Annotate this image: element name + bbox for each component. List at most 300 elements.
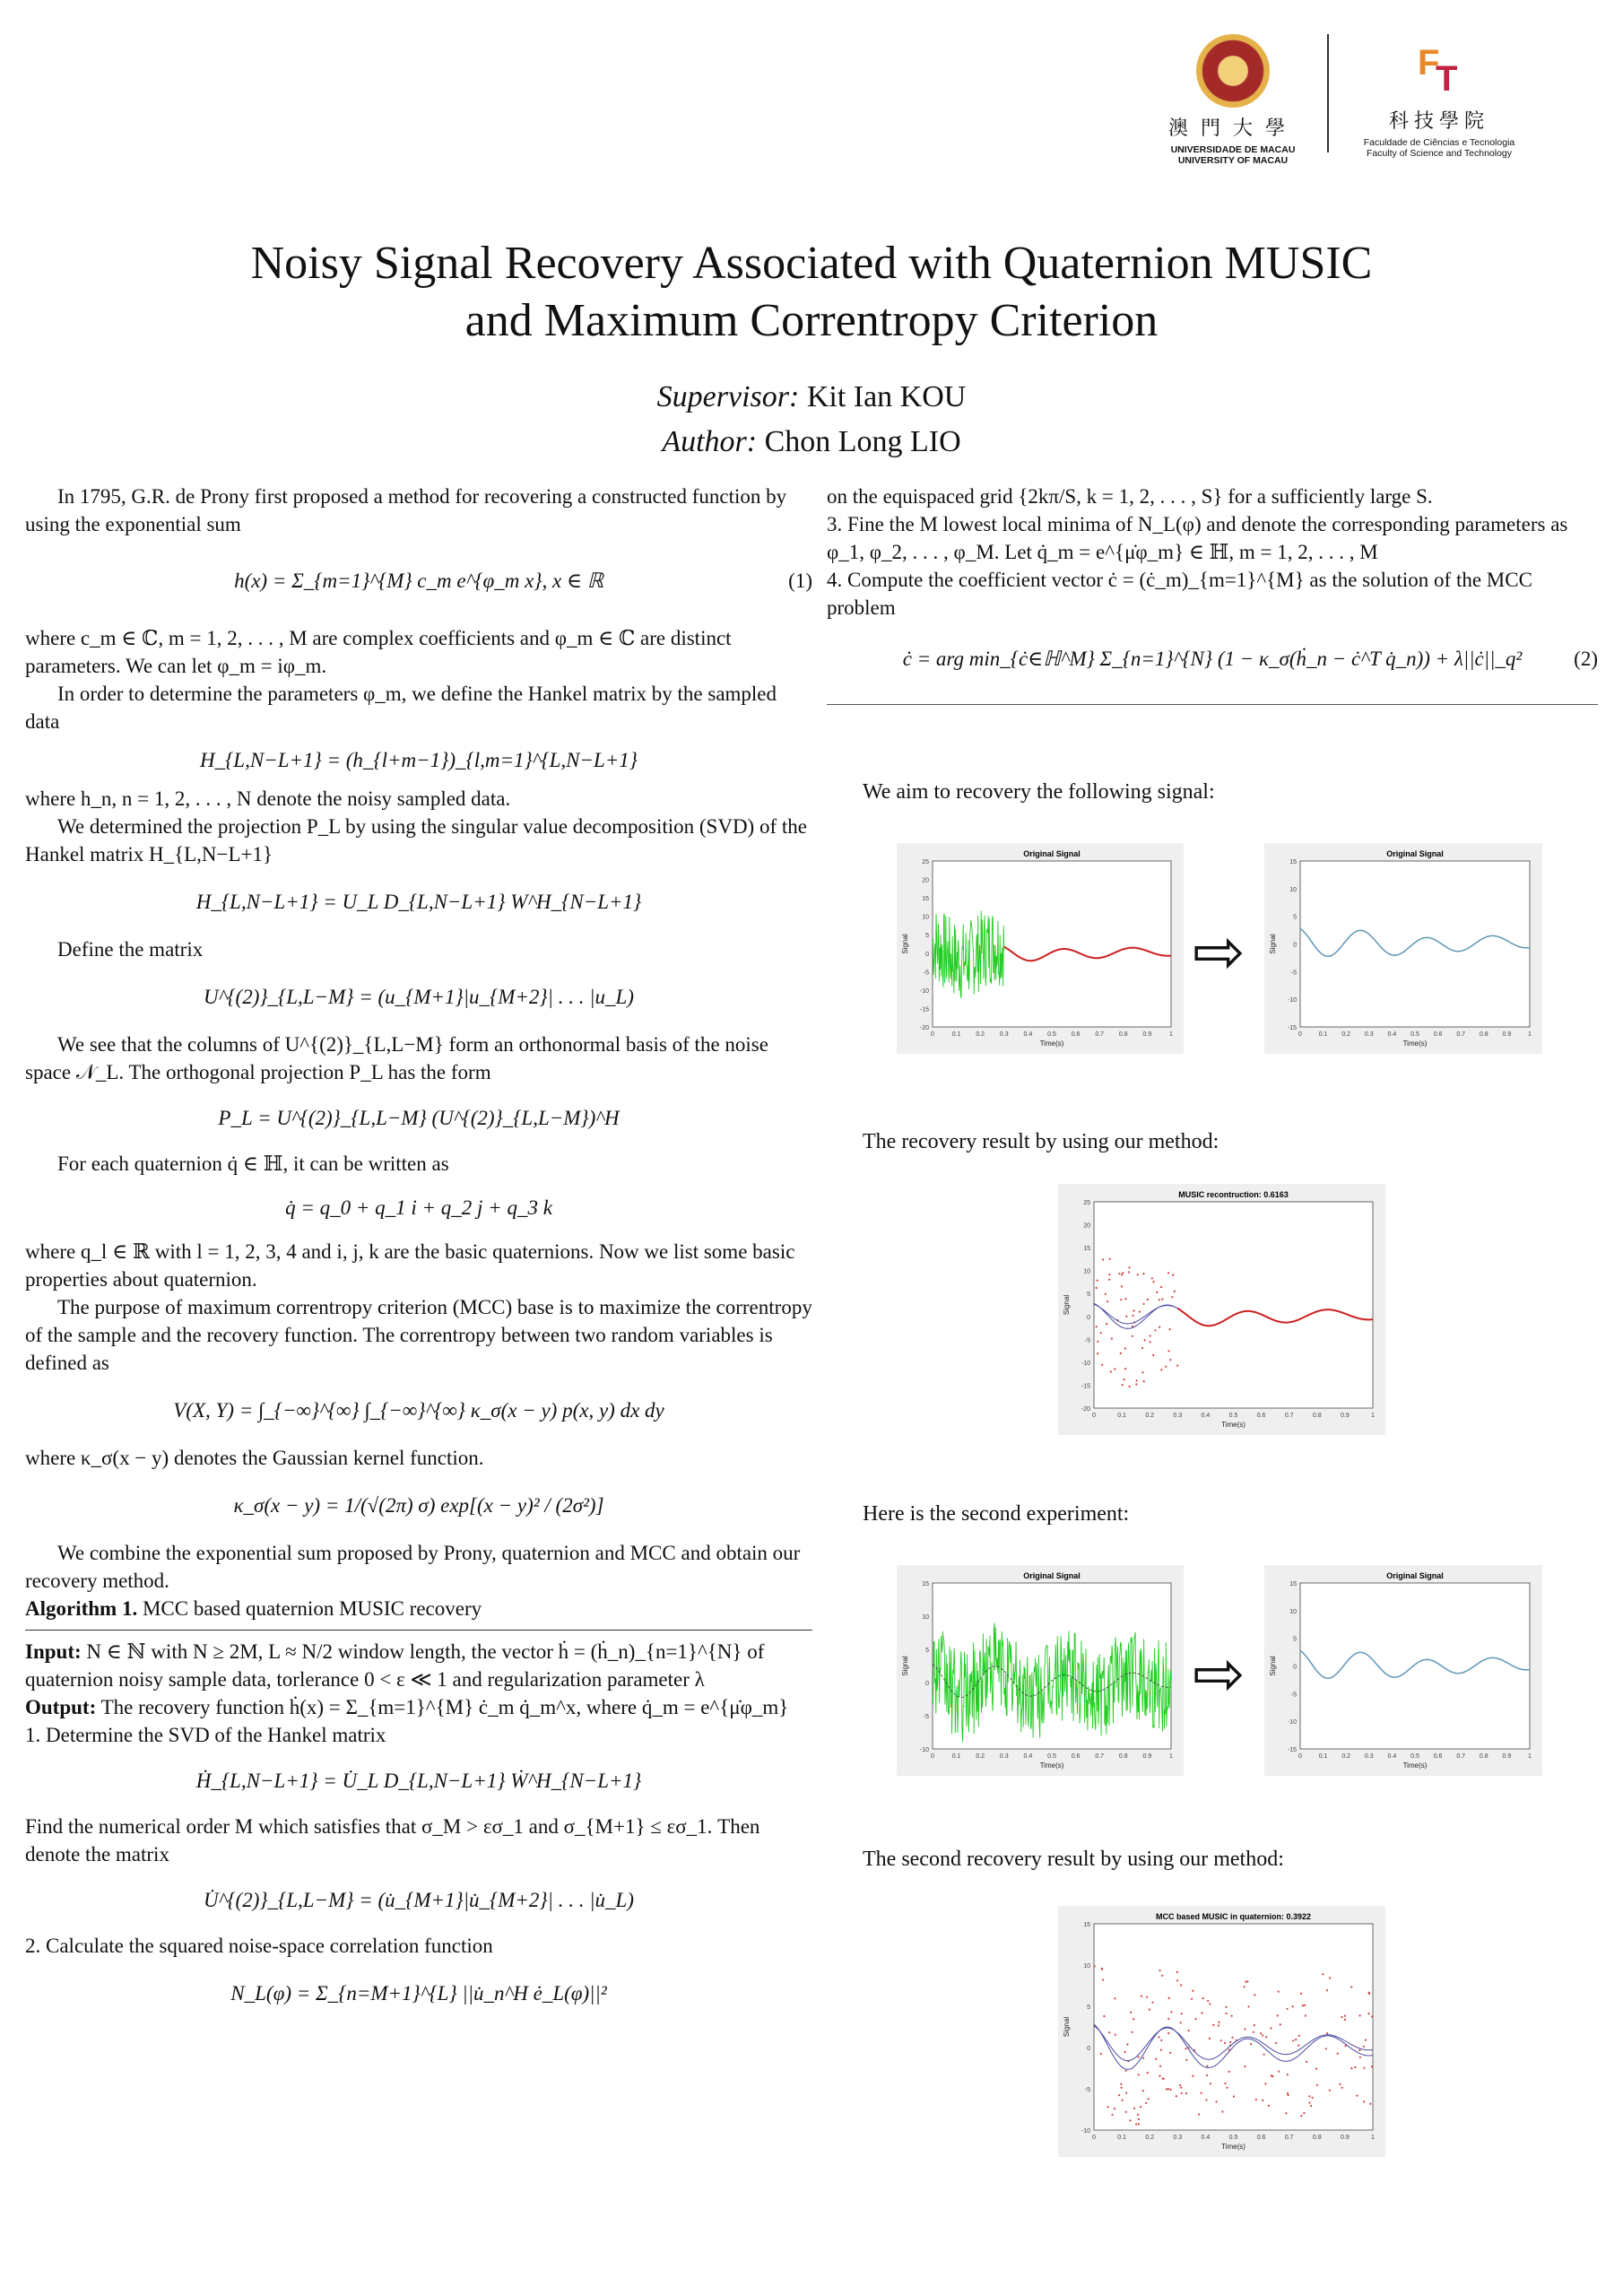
sample-point — [1326, 1989, 1328, 1991]
sample-point — [1161, 1975, 1163, 1977]
sample-point — [1145, 2102, 1147, 2104]
figure-original-signal-1 — [897, 843, 1184, 1054]
x-tick-label: 0.1 — [951, 1753, 961, 1760]
sample-point — [1170, 2011, 1172, 2013]
sample-point — [1102, 1979, 1104, 1980]
y-tick-label: 25 — [1083, 1200, 1090, 1206]
sample-point — [1212, 2024, 1214, 2026]
x-tick-label: 1 — [1528, 1753, 1532, 1760]
algorithm-label: Algorithm 1. — [25, 1597, 138, 1620]
x-tick-label: 0.7 — [1095, 1031, 1105, 1038]
y-tick-label: -5 — [923, 970, 929, 977]
sample-point — [1325, 2048, 1327, 2049]
caption-recovery-result: The recovery result by using our method: — [863, 1130, 1219, 1153]
sample-point — [1254, 1994, 1255, 1996]
sample-point — [1192, 1990, 1193, 1992]
x-tick-label: 0 — [931, 1753, 934, 1760]
y-tick-label: -15 — [1081, 1383, 1090, 1390]
y-tick-label: 10 — [1289, 886, 1297, 893]
y-tick-label: -5 — [1290, 970, 1297, 977]
equation-quaternion-noise-matrix: U̇^{(2)}_{L,L−M} = (u̇_{M+1}|u̇_{M+2}| . . . |u̇_L) — [204, 1889, 634, 1911]
sample-point — [1179, 2084, 1181, 2086]
sample-point — [1133, 2018, 1134, 2020]
arrow-right-icon: ⇨ — [1193, 1637, 1245, 1710]
sample-point — [1363, 2046, 1365, 2048]
sample-point — [1166, 2088, 1167, 2090]
sample-point — [1141, 1996, 1142, 1997]
y-tick-label: -10 — [1287, 997, 1297, 1004]
y-tick-label: 20 — [922, 877, 929, 884]
x-tick-label: 0.5 — [1410, 1753, 1419, 1760]
sample-point — [1326, 2032, 1328, 2034]
sample-point — [1149, 2009, 1150, 2011]
sample-point — [1218, 2024, 1219, 2026]
y-axis-label: Signal — [1269, 934, 1277, 954]
university-of-macau-logo — [1157, 34, 1309, 166]
equation-mcc-problem — [827, 645, 1598, 681]
sample-point — [1329, 1977, 1331, 1979]
y-tick-label: -5 — [923, 1714, 929, 1720]
sample-point — [1329, 2090, 1331, 2092]
sample-point — [1207, 2000, 1209, 2002]
sample-point — [1097, 1341, 1098, 1343]
x-tick-label: 1 — [1371, 2135, 1375, 2141]
y-tick-label: 15 — [1289, 859, 1297, 865]
sample-point — [1262, 2100, 1263, 2101]
sample-point — [1350, 2067, 1352, 2069]
sample-point — [1285, 2112, 1287, 2114]
x-tick-label: 0.1 — [1318, 1031, 1328, 1038]
y-tick-label: -5 — [1084, 1337, 1090, 1344]
sample-point — [1172, 1274, 1174, 1276]
sample-point — [1359, 2057, 1361, 2058]
sample-point — [1122, 1272, 1124, 1274]
y-tick-label: 15 — [1083, 1922, 1090, 1928]
sample-point — [1141, 1371, 1143, 1373]
sample-point — [1341, 2087, 1343, 2089]
y-tick-label: -15 — [1287, 1025, 1297, 1031]
figure-clean-signal-1 — [1264, 843, 1542, 1054]
sample-point — [1137, 2114, 1139, 2116]
x-tick-label: 0 — [1298, 1753, 1302, 1760]
y-tick-label: 5 — [1087, 2005, 1090, 2011]
algorithm-title: MCC based quaternion MUSIC recovery — [142, 1597, 482, 1620]
plot-svg — [1264, 843, 1542, 1054]
sample-point — [1359, 2014, 1361, 2016]
plot-svg — [1058, 1906, 1385, 2157]
sample-point — [1255, 2099, 1257, 2100]
algorithm-rule — [25, 1630, 812, 1631]
y-axis-label: Signal — [1063, 2016, 1071, 2038]
sample-point — [1185, 2048, 1186, 2049]
sample-point — [1228, 2071, 1230, 2073]
sample-point — [1244, 2066, 1245, 2067]
figure-original-signal-2 — [897, 1565, 1184, 1776]
equation-svd: H_{L,N−L+1} = U_L D_{L,N−L+1} W^H_{N−L+1} — [195, 891, 642, 913]
sample-point — [1250, 2043, 1252, 2045]
sample-point — [1122, 2100, 1124, 2101]
sample-point — [1310, 2105, 1312, 2107]
sample-point — [1096, 1287, 1098, 1289]
sample-point — [1287, 2074, 1289, 2075]
sample-point — [1220, 2039, 1222, 2041]
sample-point — [1102, 1258, 1104, 1260]
x-tick-label: 0.9 — [1502, 1753, 1512, 1760]
sample-point — [1120, 1299, 1122, 1300]
paragraph-basic-quaternions: where q_l ∈ ℝ with l = 1, 2, 3, 4 and i, j, k are the basic quaternions. Now we list some basic properties about quaternion. — [25, 1240, 795, 1291]
x-tick-label: 0.1 — [1117, 2135, 1126, 2141]
x-tick-label: 0.9 — [1142, 1753, 1152, 1760]
y-tick-label: -20 — [1081, 1406, 1090, 1413]
sample-point — [1302, 2005, 1304, 2006]
sample-point — [1191, 1998, 1193, 2000]
y-axis-label: Signal — [1269, 1656, 1277, 1676]
sample-point — [1152, 1281, 1154, 1283]
equation-1-text: h(x) = Σ_{m=1}^{M} c_m e^{φ_m x}, x ∈ ℝ — [234, 570, 603, 592]
y-tick-label: 10 — [922, 1614, 929, 1621]
sample-point — [1176, 1971, 1178, 1973]
x-tick-label: 0.6 — [1433, 1031, 1443, 1038]
y-tick-label: 0 — [1293, 1664, 1297, 1671]
plot-title: Original Signal — [1023, 1571, 1081, 1580]
supervisor-line — [0, 375, 1623, 420]
sample-point — [1126, 2043, 1128, 2045]
algorithm-step-2: 2. Calculate the squared noise-space correlation function — [25, 1935, 493, 1957]
sample-point — [1156, 1292, 1158, 1293]
equation-2-number: (2) — [1574, 648, 1598, 670]
y-tick-label: -10 — [1287, 1719, 1297, 1726]
y-tick-label: 0 — [1293, 942, 1297, 949]
sample-point — [1224, 2042, 1226, 2044]
sample-point — [1135, 2123, 1137, 2125]
equation-quaternion: q̇ = q_0 + q_1 i + q_2 j + q_3 k — [285, 1196, 552, 1219]
sample-point — [1371, 2015, 1373, 2017]
sample-point — [1097, 1280, 1098, 1282]
equation-noise-matrix: U^{(2)}_{L,L−M} = (u_{M+1}|u_{M+2}| . . . |u_L) — [204, 986, 634, 1008]
sample-point — [1159, 2075, 1160, 2077]
x-tick-label: 0.4 — [1023, 1753, 1033, 1760]
x-tick-label: 0.2 — [976, 1031, 985, 1038]
y-tick-label: 0 — [925, 951, 929, 958]
um-english-name: UNIVERSITY OF MACAU — [1177, 155, 1289, 166]
sample-point — [1363, 2100, 1365, 2102]
sample-point — [1124, 1348, 1126, 1350]
sample-point — [1185, 2059, 1187, 2061]
sample-point — [1132, 1335, 1133, 1337]
caption-second-recovery: The second recovery result by using our method: — [863, 1848, 1284, 1871]
sample-point — [1124, 2051, 1126, 2053]
sample-point — [1150, 1335, 1151, 1336]
sample-point — [1133, 1309, 1134, 1311]
sample-point — [1128, 1271, 1130, 1273]
sample-point — [1142, 1273, 1144, 1274]
sample-point — [1245, 1981, 1246, 1983]
sample-point — [1132, 2031, 1133, 2033]
x-tick-label: 0 — [1298, 1031, 1302, 1038]
fst-portuguese-name: Faculdade de Ciências e Tecnologia — [1363, 137, 1515, 148]
sample-point — [1176, 1979, 1178, 1981]
sample-point — [1129, 2119, 1131, 2121]
paragraph-numerical-order: Find the numerical order M which satisfies that σ_M > εσ_1 and σ_{M+1} ≤ εσ_1. Then denote the matrix — [25, 1815, 760, 1866]
sample-point — [1136, 1379, 1138, 1381]
sample-point — [1198, 2113, 1200, 2115]
paragraph-hankel: In order to determine the parameters φ_m, we define the Hankel matrix by the sampled data — [25, 683, 777, 733]
sample-point — [1233, 2095, 1235, 2097]
algorithm-step-4: 4. Compute the coefficient vector ċ = (ċ_m)_{m=1}^{M} as the solution of the MCC problem — [827, 569, 1532, 619]
supervisor-label: Supervisor: — [656, 380, 800, 413]
university-seal-icon — [1196, 34, 1270, 108]
sample-point — [1169, 2089, 1171, 2091]
x-tick-label: 0.5 — [1228, 1413, 1238, 1419]
plot-title: MUSIC recontruction: 0.6163 — [1178, 1190, 1289, 1199]
sample-point — [1133, 2108, 1135, 2109]
x-tick-label: 0 — [931, 1031, 934, 1038]
sample-point — [1169, 2052, 1171, 2054]
sample-point — [1262, 2034, 1263, 2036]
sample-point — [1176, 1365, 1178, 1367]
sample-point — [1133, 1315, 1134, 1317]
sample-point — [1143, 1380, 1145, 1382]
byline — [0, 375, 1623, 465]
x-tick-label: 0.3 — [1364, 1031, 1374, 1038]
sample-point — [1124, 1378, 1125, 1380]
sample-point — [1288, 2094, 1289, 2096]
sample-point — [1226, 2013, 1228, 2014]
arrow-right-icon: ⇨ — [1193, 915, 1245, 988]
y-tick-label: 0 — [925, 1681, 929, 1687]
y-tick-label: -10 — [1081, 1360, 1090, 1367]
sample-point — [1209, 2038, 1211, 2039]
sample-point — [1108, 2031, 1110, 2033]
x-tick-label: 0 — [1092, 2135, 1096, 2141]
sample-point — [1315, 2068, 1317, 2070]
sample-point — [1322, 1973, 1324, 1975]
supervisor-name: Kit Ian KOU — [806, 380, 967, 413]
sample-point — [1147, 1299, 1149, 1300]
sample-point — [1129, 1386, 1131, 1387]
x-tick-label: 0 — [1092, 1413, 1096, 1419]
y-tick-label: 0 — [1087, 2046, 1090, 2052]
sample-point — [1371, 2066, 1373, 2067]
equation-gaussian-kernel: κ_σ(x − y) = 1/(√(2π) σ) exp[(x − y)² / (2σ²)] — [233, 1494, 604, 1517]
sample-point — [1181, 2092, 1183, 2094]
x-tick-label: 0.7 — [1284, 2135, 1294, 2141]
sample-point — [1118, 1273, 1120, 1274]
y-tick-label: -15 — [1287, 1747, 1297, 1753]
sample-point — [1160, 2049, 1162, 2051]
sample-point — [1125, 1316, 1127, 1318]
sample-point — [1106, 1323, 1107, 1325]
sample-point — [1253, 2031, 1254, 2033]
paragraph-define-matrix: Define the matrix — [57, 938, 204, 961]
sample-point — [1205, 2099, 1207, 2100]
sample-point — [1159, 1326, 1160, 1328]
sample-point — [1344, 2015, 1346, 2017]
sample-point — [1246, 1980, 1248, 1982]
x-tick-label: 1 — [1371, 1413, 1375, 1419]
sample-point — [1140, 2106, 1141, 2108]
sample-point — [1107, 1300, 1108, 1302]
y-tick-label: 15 — [1289, 1581, 1297, 1587]
sample-point — [1111, 1338, 1113, 1340]
sample-point — [1265, 2036, 1267, 2038]
x-tick-label: 0.8 — [1479, 1753, 1488, 1760]
sample-point — [1121, 2087, 1123, 2089]
x-tick-label: 0.6 — [1071, 1031, 1081, 1038]
sample-point — [1215, 2100, 1217, 2102]
x-tick-label: 0.3 — [999, 1753, 1009, 1760]
sample-point — [1167, 2088, 1169, 2090]
figure-music-reconstruction — [1058, 1184, 1385, 1435]
sample-point — [1218, 2022, 1219, 2023]
algorithm-end-rule — [827, 704, 1598, 705]
sample-point — [1163, 2078, 1165, 2080]
paragraph-combine: We combine the exponential sum proposed by Prony, quaternion and MCC and obtain our recovery method. — [25, 1542, 801, 1592]
sample-point — [1124, 1298, 1126, 1300]
sample-point — [1260, 2032, 1262, 2034]
paragraph-coefficients: where c_m ∈ ℂ, m = 1, 2, . . . , M are complex coefficients and φ_m ∈ ℂ are distinct parameters. We can let φ_m = iφ_m. — [25, 627, 732, 677]
sample-point — [1287, 2008, 1289, 2010]
sample-point — [1167, 1350, 1169, 1352]
x-tick-label: 0.8 — [1479, 1031, 1488, 1038]
paragraph-grid: on the equispaced grid {2kπ/S, k = 1, 2, . . . , S} for a sufficiently large S. — [827, 485, 1433, 508]
sample-point — [1341, 2016, 1342, 2018]
y-tick-label: 15 — [1083, 1246, 1090, 1253]
y-tick-label: 5 — [1293, 914, 1297, 921]
paragraph-noisy-data: where h_n, n = 1, 2, . . . , N denote the noisy sampled data. — [25, 787, 511, 810]
sample-point — [1169, 1328, 1171, 1330]
x-axis-label: Time(s) — [1402, 1039, 1428, 1048]
algorithm-output — [25, 1693, 812, 1721]
sample-point — [1316, 2084, 1318, 2086]
sample-point — [1268, 2105, 1270, 2107]
sample-point — [1114, 1997, 1115, 1999]
x-tick-label: 0.2 — [1341, 1753, 1351, 1760]
output-text: The recovery function ḣ(x) = Σ_{m=1}^{M} ċ_m q̇_m^x, where q̇_m = e^{μ̇φ_m} — [100, 1696, 789, 1718]
sample-point — [1125, 2092, 1127, 2094]
sample-point — [1292, 2039, 1294, 2041]
y-tick-label: -5 — [1290, 1692, 1297, 1699]
sample-point — [1169, 1359, 1171, 1361]
sample-point — [1171, 1296, 1173, 1298]
y-tick-label: 25 — [922, 859, 929, 865]
sample-point — [1278, 1991, 1280, 1993]
input-text: N ∈ ℕ with N ≥ 2M, L ≈ N/2 window length, the vector ḣ = (ḣ_n)_{n=1}^{N} of quaternion noisy sample data, torlerance 0 < ε ≪ 1 and regularization parameter λ — [25, 1640, 765, 1691]
x-tick-label: 0.1 — [1117, 1413, 1126, 1419]
sample-point — [1101, 1364, 1103, 1366]
author-line — [0, 420, 1623, 465]
y-tick-label: -10 — [919, 987, 929, 995]
sample-point — [1244, 1986, 1245, 1987]
sample-point — [1188, 2030, 1190, 2031]
x-tick-label: 0.4 — [1201, 2135, 1211, 2141]
sample-point — [1247, 2005, 1249, 2007]
sample-point — [1226, 2087, 1228, 2089]
figure-clean-signal-2 — [1264, 1565, 1542, 1776]
y-tick-label: 10 — [1083, 1268, 1090, 1275]
sample-point — [1124, 1368, 1126, 1370]
equation-correntropy: V(X, Y) = ∫_{−∞}^{∞} ∫_{−∞}^{∞} κ_σ(x − y) p(x, y) dx dy — [173, 1399, 664, 1422]
sample-point — [1180, 2087, 1182, 2089]
sample-point — [1120, 1352, 1122, 1354]
x-tick-label: 0.7 — [1456, 1031, 1466, 1038]
equation-hankel: H_{L,N−L+1} = (h_{l+m−1})_{l,m=1}^{L,N−L+1} — [200, 749, 638, 771]
title-line-2: and Maximum Correntropy Criterion — [464, 295, 1159, 346]
title-line-1: Noisy Signal Recovery Associated with Quaternion MUSIC — [250, 238, 1373, 289]
y-tick-label: 10 — [1289, 1608, 1297, 1615]
sample-point — [1158, 2036, 1159, 2038]
fst-logo-icon: F T — [1418, 43, 1458, 99]
logo-divider — [1327, 34, 1329, 152]
sample-point — [1151, 2002, 1153, 2004]
sample-point — [1139, 1311, 1141, 1313]
sample-point — [1161, 1299, 1163, 1300]
sample-point — [1167, 2032, 1169, 2034]
sample-point — [1304, 2005, 1306, 2006]
sample-point — [1150, 1341, 1151, 1343]
sample-point — [1298, 2045, 1299, 2047]
sample-point — [1369, 2103, 1371, 2105]
y-tick-label: 15 — [922, 896, 929, 903]
x-tick-label: 0.3 — [999, 1031, 1009, 1038]
sample-point — [1101, 1969, 1103, 1970]
x-tick-label: 0.2 — [1145, 1413, 1155, 1419]
x-tick-label: 0.7 — [1284, 1413, 1294, 1419]
algorithm-step-1: 1. Determine the SVD of the Hankel matrix — [25, 1724, 386, 1746]
plot-svg — [897, 843, 1184, 1054]
x-tick-label: 0.4 — [1387, 1753, 1397, 1760]
sample-point — [1168, 1997, 1170, 1999]
sample-point — [1264, 2083, 1266, 2084]
caption-original-signal: We aim to recovery the following signal: — [863, 780, 1215, 804]
sample-point — [1097, 1352, 1098, 1354]
y-tick-label: 10 — [922, 914, 929, 921]
y-axis-label: Signal — [1063, 1294, 1071, 1316]
plot-svg — [897, 1565, 1184, 1776]
sample-point — [1356, 2095, 1358, 2097]
sample-point — [1160, 2039, 1162, 2041]
x-axis-label: Time(s) — [1039, 1039, 1064, 1048]
sample-point — [1300, 2115, 1302, 2117]
faculty-logo — [1345, 43, 1533, 159]
sample-point — [1278, 2071, 1280, 2073]
x-tick-label: 0.6 — [1256, 1413, 1266, 1419]
sample-point — [1110, 1370, 1112, 1372]
plot-svg — [1264, 1565, 1542, 1776]
x-tick-label: 0.3 — [1364, 1753, 1374, 1760]
sample-point — [1229, 2041, 1231, 2043]
x-tick-label: 0.8 — [1312, 2135, 1322, 2141]
x-tick-label: 1 — [1169, 1031, 1173, 1038]
sample-point — [1159, 1299, 1160, 1300]
sample-point — [1138, 2056, 1140, 2057]
poster-title — [0, 235, 1623, 350]
paragraph-orthonormal: We see that the columns of U^{(2)}_{L,L−M} form an orthonormal basis of the noise space 𝒩_L. The orthogonal projection P_L has the form — [25, 1033, 768, 1083]
sample-point — [1142, 2057, 1144, 2059]
x-tick-label: 0.6 — [1071, 1753, 1081, 1760]
sample-point — [1277, 2014, 1279, 2016]
sample-point — [1108, 1274, 1110, 1275]
sample-point — [1180, 1984, 1182, 1986]
algorithm-heading — [25, 1595, 812, 1622]
sample-point — [1270, 2027, 1271, 2029]
x-tick-label: 0.6 — [1256, 2135, 1266, 2141]
sample-point — [1147, 2072, 1149, 2074]
plot-title: Original Signal — [1386, 1571, 1444, 1580]
x-tick-label: 0.5 — [1228, 2135, 1238, 2141]
fst-english-name: Faculty of Science and Technology — [1366, 148, 1513, 159]
right-column — [827, 483, 1598, 712]
